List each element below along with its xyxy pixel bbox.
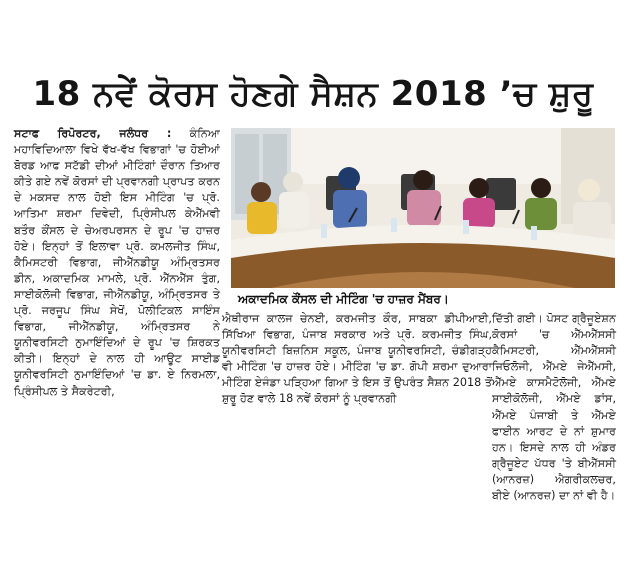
article-column-2: ਐਥੀਰਾਜ ਕਾਲਜ ਚੇਨਈ, ਕਰਮਜੀਤ ਕੌਰ, ਸਾਬਕਾ ਡੀਪੀਆਈ, ਸਿੱਖਿਆ ਵਿਭਾਗ, ਪੰਜਾਬ ਸਰਕਾਰ ਅਤੇ ਪ੍ਰੋ. ਕਰਮਜੀਤ ਸਿੰਘ, ਯੂਨੀਵਰਸਿਟੀ ਬਿਜ਼ਨਿਸ ਸਕੂਲ, ਪੰਜਾਬ ਯੂਨੀਵਰਸਿਟੀ, ਚੰਡੀਗੜ੍ਹ ਵੀ ਮੀਟਿੰਗ 'ਚ ਹਾਜ਼ਰ ਹੋਏ। ਮੀਟਿੰਗ 'ਚ ਡਾ. ਗੋਪੀ ਸ਼ਰਮਾ ਦੁਆਰਾ ਮੀਟਿੰਗ ਏਜੰਡਾ ਪੜ੍ਹਿਆ ਗਿਆ ਤੇ ਇਸ ਤੋਂ ਉਪਰੰਤ ਸੈਸ਼ਨ 2018 ਤੋਂ ਸ਼ੁਰੂ ਹੋਣ ਵਾਲੇ 18 ਨਵੇਂ ਕੋਰਸਾਂ ਨੂੰ ਪ੍ਰਵਾਨਗੀ [222,312,492,406]
column-1-text: ਕੰਨਿਆ ਮਹਾਵਿਦਿਆਲਾ ਵਿਖੇ ਵੱਖ-ਵੱਖ ਵਿਭਾਗਾਂ 'ਚ ਹੋਈਆਂ ਬੋਰਡ ਆਫ ਸਟੱਡੀ ਦੀਆਂ ਮੀਟਿੰਗਾਂ ਦੌਰਾਨ ਤਿਆਰ ਕੀਤੇ ਗਏ ਨਵੇਂ ਕੋਰਸਾਂ ਦੀ ਪ੍ਰਵਾਨਗੀ ਪ੍ਰਾਪਤ ਕਰਨ ਦੇ ਮਕਸਦ ਨਾਲ ਹੋਈ ਇਸ ਮੀਟਿੰਗ 'ਚ ਪ੍ਰੋ. ਆਤਿਮਾ ਸ਼ਰਮਾ ਦਿਵੇਦੀ, ਪ੍ਰਿੰਸੀਪਲ ਕੇਐੱਮਵੀ ਬਤੌਰ ਕੌਂਸਲ ਦੇ ਚੇਅਰਪਰਸਨ ਦੇ ਰੂਪ 'ਚ ਹਾਜ਼ਰ ਹੋਏ। ਇਨ੍ਹਾਂ ਤੋਂ ਇਲਾਵਾ ਪ੍ਰੋ. ਕਮਲਜੀਤ ਸਿੰਘ, ਕੈਮਿਸਟਰੀ ਵਿਭਾਗ, ਜੀਐੱਨਡੀਯੂ ਅੰਮ੍ਰਿਤਸਰ ਡੀਨ, ਅਕਾਦਮਿਕ ਮਾਮਲੇ, ਪ੍ਰੋ. ਐੱਨਐੱਸ ਤੁੰਗ, ਸਾਈਕੋਲੋਜੀ ਵਿਭਾਗ, ਜੀਐੱਨਡੀਯੂ, ਅੰਮ੍ਰਿਤਸਰ ਤੇ ਪ੍ਰੋ. ਜਰਜੂਪ ਸਿੰਘ ਸੇਖੋਂ, ਪੋਲੀਟਿਕਲ ਸਾਇੰਸ ਵਿਭਾਗ, ਜੀਐੱਨਡੀਯੂ, ਅੰਮ੍ਰਿਤਸਰ ਨੇ ਯੂਨੀਵਰਸਿਟੀ ਨੁਮਾਇੰਦਿਆਂ ਦੇ ਰੂਪ 'ਚ ਸ਼ਿਰਕਤ ਕੀਤੀ। ਇਨ੍ਹਾਂ ਦੇ ਨਾਲ ਹੀ ਆਊਟ ਸਾਈਡ ਯੂਨੀਵਰਸਿਟੀ ਨੁਮਾਇੰਦਿਆਂ 'ਚ ਡਾ. ਏ ਨਿਰਮਲਾ, ਪ੍ਰਿੰਸੀਪਲ ਤੇ ਸੈਕਰੇਟਰੀ, [14,127,221,398]
meeting-photo-illustration [231,128,615,288]
meeting-photo [231,128,615,288]
headline: 18 ਨਵੇਂ ਕੋਰਸ ਹੋਣਗੇ ਸੈਸ਼ਨ 2018 ’ਚ ਸ਼ੁਰੂ [32,74,594,114]
article-column-3: ਦਿੱਤੀ ਗਈ। ਪੋਸਟ ਗ੍ਰੈਜੂਏਸ਼ਨ ਕੋਰਸਾਂ 'ਚ ਐੱਮਐੱਸਸੀ ਕੈਮਿਸਟਰੀ, ਐੱਮਐੱਸਸੀ ਜਿਓਲੋਜੀ, ਐੱਮਏ ਜੇਐੱਮਸੀ, ਐੱਮਏ ਕਾਸਮੈਟੋਲੋਜੀ, ਐੱਮਏ ਸਾਈਕੋਲੋਜੀ, ਐੱਮਏ ਡਾਂਸ, ਐੱਮਏ ਪੰਜਾਬੀ ਤੇ ਐੱਮਏ ਫਾਈਨ ਆਰਟ ਦੇ ਨਾਂ ਸ਼ੁਮਾਰ ਹਨ। ਇਸਦੇ ਨਾਲ ਹੀ ਅੰਡਰ ਗ੍ਰੈਜੂਏਟ ਪੱਧਰ 'ਤੇ ਬੀਐੱਸਸੀ (ਆਨਰਜ਼) ਐਗਰੀਕਲਚਰ, ਬੀਏ (ਆਨਰਜ਼) ਦਾ ਨਾਂ ਵੀ ਹੈ। [492,312,616,503]
photo-caption: ਅਕਾਦਮਿਕ ਕੌਂਸਲ ਦੀ ਮੀਟਿੰਗ 'ਚ ਹਾਜ਼ਰ ਮੈਂਬਰ। [238,292,449,306]
article-column-1 [14,126,220,400]
byline: ਸਟਾਫ ਰਿਪੋਰਟਰ, ਜਲੰਧਰ : [14,127,172,140]
